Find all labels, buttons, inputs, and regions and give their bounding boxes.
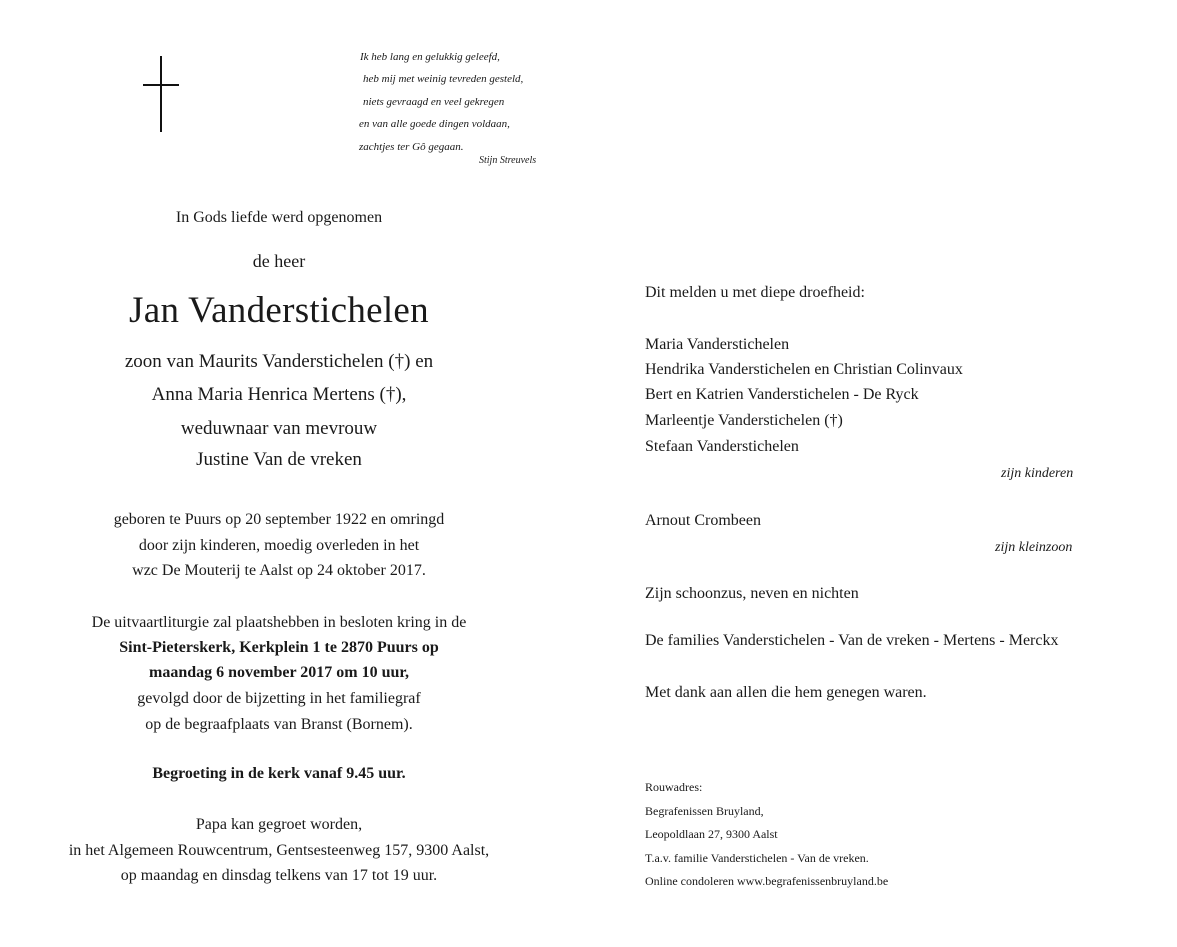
funeral-intro: De uitvaartliturgie zal plaatshebben in besloten kring in de [91, 614, 467, 631]
greeting-time: Begroeting in de kerk vanaf 9.45 uur. [152, 765, 406, 782]
child-name: Maria Vanderstichelen [645, 336, 790, 353]
spouse-line: weduwnaar van mevrouw [180, 418, 378, 439]
honorific: de heer [252, 251, 306, 271]
cross-vertical-bar [160, 56, 162, 132]
grandson-name: Arnout Crombeen [645, 512, 761, 529]
grandson-role: zijn kleinzoon [995, 540, 1073, 555]
poem-line: Ik heb lang en gelukkig geleefd, [360, 51, 500, 63]
funeral-place: Sint-Pieterskerk, Kerkplein 1 te 2870 Puurs op [119, 639, 439, 656]
address-line: Leopoldlaan 27, 9300 Aalst [645, 827, 778, 841]
address-line: Begrafenissen Bruyland, [645, 803, 764, 818]
cross-horizontal-bar [143, 84, 179, 86]
child-name: Bert en Katrien Vanderstichelen - De Ryck [645, 386, 919, 403]
poem [360, 46, 523, 158]
parents-line: Anna Maria Henrica Mertens (†), [151, 384, 407, 405]
child-name: Stefaan Vanderstichelen [645, 438, 799, 455]
funeral-date: maandag 6 november 2017 om 10 uur, [148, 664, 410, 681]
condolence-website: Online condoleren www.begrafenissenbruyland.be [645, 874, 889, 888]
intro-text: In Gods liefde werd opgenomen [175, 209, 383, 226]
birth-line: wzc De Mouterij te Aalst op 24 oktober 2017. [132, 562, 426, 579]
visit-line: op maandag en dinsdag telkens van 17 tot 19 uur. [120, 867, 438, 884]
poem-author: Stijn Streuvels [479, 155, 537, 166]
visit-line: in het Algemeen Rouwcentrum, Gentsesteenweg 157, 9300 Aalst, [68, 842, 490, 859]
families-text: De families Vanderstichelen - Van de vreken - Mertens - Merckx [645, 632, 1059, 649]
poem-line: niets gevraagd en veel gekregen [363, 95, 505, 108]
children-role: zijn kinderen [1001, 466, 1074, 481]
burial-line: op de begraafplaats van Branst (Bornem). [145, 716, 413, 733]
parents-line: zoon van Maurits Vanderstichelen (†) en [124, 351, 434, 372]
thanks-text: Met dank aan allen die hem genegen waren. [645, 684, 927, 701]
burial-line: gevolgd door de bijzetting in het familiegraf [137, 690, 421, 707]
birth-line: door zijn kinderen, moedig overleden in het [138, 537, 420, 554]
poem-line: heb mij met weinig tevreden gesteld, [363, 73, 524, 86]
poem-line: en van alle goede dingen voldaan, [359, 118, 510, 131]
visit-line: Papa kan gegroet worden, [195, 816, 363, 833]
announce-text: Dit melden u met diepe droefheid: [645, 284, 865, 301]
child-name: Hendrika Vanderstichelen en Christian Colinvaux [645, 361, 963, 378]
address-block [645, 776, 888, 894]
spouse-name: Justine Van de vreken [196, 449, 362, 470]
address-heading: Rouwadres: [645, 780, 703, 794]
deceased-name: Jan Vanderstichelen [129, 290, 429, 331]
child-name: Marleentje Vanderstichelen (†) [645, 412, 843, 429]
birth-line: geboren te Puurs op 20 september 1922 en omringd [113, 511, 445, 528]
address-line: T.a.v. familie Vanderstichelen - Van de vreken. [645, 850, 869, 865]
poem-line: zachtjes ter Gô gegaan. [359, 140, 464, 153]
in-laws-text: Zijn schoonzus, neven en nichten [645, 585, 859, 602]
